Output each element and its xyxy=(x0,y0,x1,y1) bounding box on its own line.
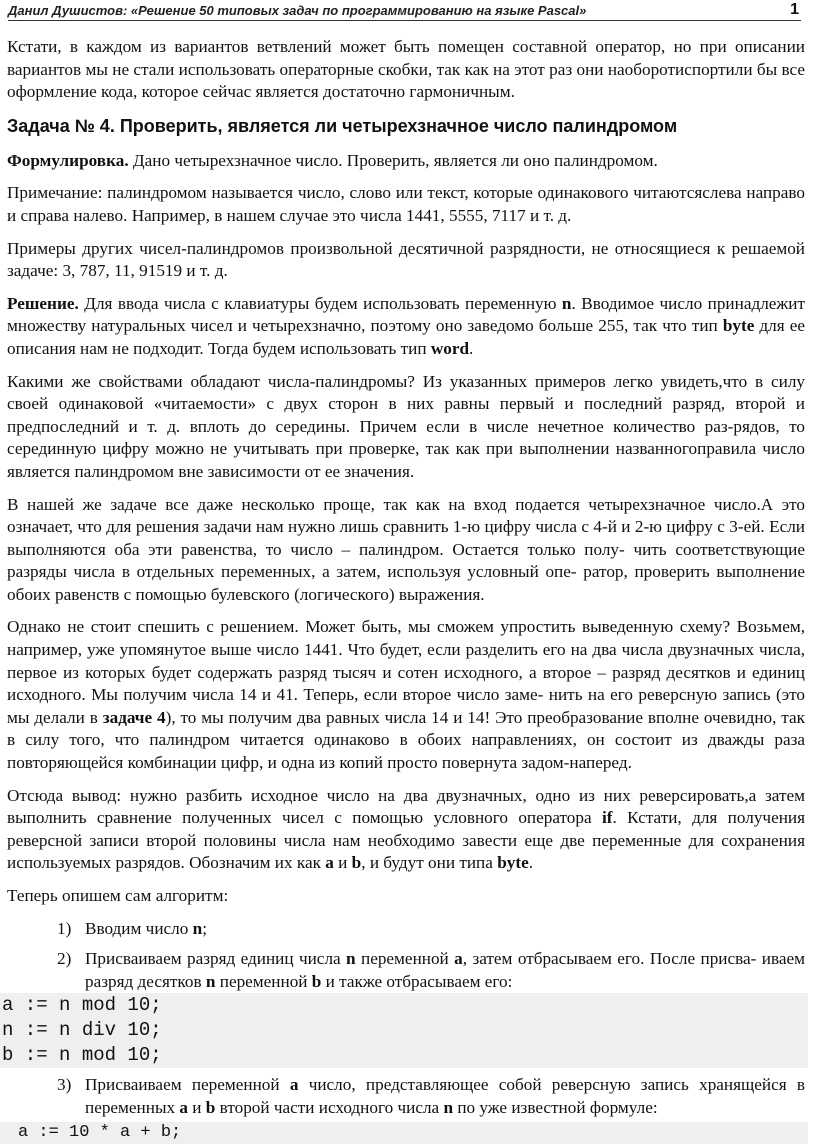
conclusion-text: . xyxy=(528,853,533,873)
formulation-text: Дано четырехзначное число. Проверить, является ли оно палиндромом. xyxy=(128,150,658,170)
examples-paragraph: Примеры других чисел-палиндромов произвольной десятичной разрядности, не относящиеся к решаемой задаче: 3, 787, 11, 91519 и т. д. xyxy=(7,238,805,281)
type-word: word xyxy=(430,338,470,358)
our-task-paragraph: В нашей же задаче все даже несколько проще, так как на вход подается четырехзначное число.А это означает, что для решения задачи нам нужно лишь сравнить 1-ю цифру числа с 4-й и 2-ю цифру с 3-ей. Если выполняются оба эти равенства, то число – палиндром. Остается только полу- чить соответствующие разряды числа в отдельных переменных, а затем, используя условный опе- ратор, проверить выполнение обоих равенств с помощью булевского (логического) выражения. xyxy=(7,494,805,604)
step-text: число, представляющее собой реверсную запись хранящейся в переменных xyxy=(85,1075,805,1117)
note-paragraph: Примечание: палиндромом называется число, слово или текст, которые одинакового читаютсяслева направо и справа налево. Например, в нашем случае это числа 1441, 5555, 7117 и т. д. xyxy=(7,183,805,225)
algorithm-steps xyxy=(7,918,805,994)
simplify-text: Однако не стоит спешить с решением. Может быть, мы сможем упростить выведенную схему? Возьмем, например, уже упомянутое выше число 1441. Что будет, если разделить его на два числа двузначных числа, первое из которых будет содержать разряд тысяч и сотен исходного, а второе – разряд десятков и единиц исходного. Мы получим числа 14 и 41. Теперь, если второе число заме- нить на его реверсную запись (это мы делали в xyxy=(7,617,805,727)
step-bold: a xyxy=(454,949,463,969)
step-bold: n xyxy=(443,1097,454,1117)
step-bold: n xyxy=(346,949,356,969)
conclusion-text: и xyxy=(333,853,352,873)
step-text: ; xyxy=(202,918,207,938)
step-text: по уже известной формуле: xyxy=(453,1097,658,1117)
step-number: 3) xyxy=(57,1075,72,1095)
solution-text: . xyxy=(469,338,474,358)
var-n: n xyxy=(561,293,572,313)
simplify-text: ), то мы получим два равных числа 14 и 14! Это преобразование вполне очевидно, так в силу того, что палиндром читается одинаково в обоих направлениях, он состоит из дважды раза повторяющейся комбинации цифр, и одна из копий просто повернута задом-наперед. xyxy=(7,707,805,773)
step-bold: a xyxy=(289,1075,299,1095)
var-a: a xyxy=(325,853,334,873)
step-number: 2) xyxy=(57,949,72,969)
step-text: Вводим число xyxy=(85,918,193,938)
step-text: Присваиваем разряд единиц числа xyxy=(85,949,347,969)
conclusion-text: , и будут они типа xyxy=(361,853,498,873)
code-line: n := n div 10; xyxy=(2,1019,162,1042)
step-bold: a xyxy=(179,1097,188,1117)
task-heading: Задача № 4. Проверить, является ли четырехзначное число палиндромом xyxy=(7,115,678,136)
code-block xyxy=(0,993,808,1068)
page-number: 1 xyxy=(790,1,799,18)
code-block-2: a := 10 * a + b; xyxy=(0,1122,808,1144)
simplify-paragraph xyxy=(7,616,805,774)
type-byte: byte xyxy=(722,316,755,336)
step-text: переменной xyxy=(215,971,312,991)
step-text: и также отбрасываем его: xyxy=(321,971,513,991)
code-line: a := n mod 10; xyxy=(2,994,162,1017)
formulation-label: Формулировка. xyxy=(7,150,129,170)
page-header xyxy=(8,2,801,21)
list-item xyxy=(7,948,805,993)
operator-if: if xyxy=(602,808,613,828)
step-bold: b xyxy=(205,1097,216,1117)
list-item xyxy=(7,918,805,941)
formulation-paragraph xyxy=(7,150,805,173)
step-text: и xyxy=(187,1097,206,1117)
step-text: переменной xyxy=(355,949,455,969)
step-bold: b xyxy=(311,971,322,991)
step-text: , затем отбрасываем его. После присва- иваем разряд десятков xyxy=(85,949,805,991)
step-bold: n xyxy=(205,971,216,991)
var-b: b xyxy=(351,853,362,873)
conclusion-text: Отсюда вывод: нужно разбить исходное число на два двузначных, одно из них реверсировать,а затем выполнить сравнение полученных чисел с помощью условного оператора xyxy=(7,785,805,828)
solution-text: Для ввода числа с клавиатуры будем использовать переменную xyxy=(78,293,562,313)
step-text: второй части исходного числа xyxy=(215,1097,444,1117)
document-body xyxy=(2,36,805,1144)
algorithm-intro: Теперь опишем сам алгоритм: xyxy=(7,886,229,905)
header-title: Данил Душистов: «Решение 50 типовых задач по программированию на языке Pascal» xyxy=(8,3,587,18)
solution-text: для ее описания нам не подходит. Тогда будем использовать тип xyxy=(7,316,805,358)
algorithm-steps-continued xyxy=(7,1074,805,1119)
intro-paragraph: Кстати, в каждом из вариантов ветвлений может быть помещен составной оператор, но при описании вариантов мы не стали использовать операторные скобки, так как на этот раз они наоборотиспортили бы все оформление кода, которое сейчас является достаточно гармоничным. xyxy=(7,37,805,102)
solution-label: Решение. xyxy=(7,293,79,313)
solution-text: . Вводимое число принадлежит множеству натуральных чисел и четырехзначно, поэтому оно заведомо больше 255, так что тип xyxy=(7,293,805,336)
task-ref: задаче 4 xyxy=(102,707,166,727)
properties-paragraph: Какими же свойствами обладают числа-палиндромы? Из указанных примеров легко увидеть,что в силу своей одинаковой «читаемости» с двух сторон в них равны первый и последний разряд, второй и предпоследний и т. д. вплоть до середины. Причем если в числе нечетное количество раз-рядов, то серединную цифру можно не учитывать при проверке, так как при выполнении названногоправила число является палиндромом вне зависимости от ее значения. xyxy=(7,371,805,481)
conclusion-text: . Кстати, для получения реверсной записи второй половины числа нам необходимо завести еще две переменные для сохранения используемых разрядов. Обозначим их как xyxy=(7,808,805,873)
conclusion-paragraph xyxy=(7,785,805,875)
code-line: b := n mod 10; xyxy=(2,1044,162,1067)
step-bold: n xyxy=(192,918,203,938)
step-number: 1) xyxy=(57,918,72,938)
list-item xyxy=(7,1074,805,1119)
type-byte: byte xyxy=(497,853,529,873)
step-text: Присваиваем переменной xyxy=(85,1075,290,1095)
solution-paragraph xyxy=(7,293,805,361)
